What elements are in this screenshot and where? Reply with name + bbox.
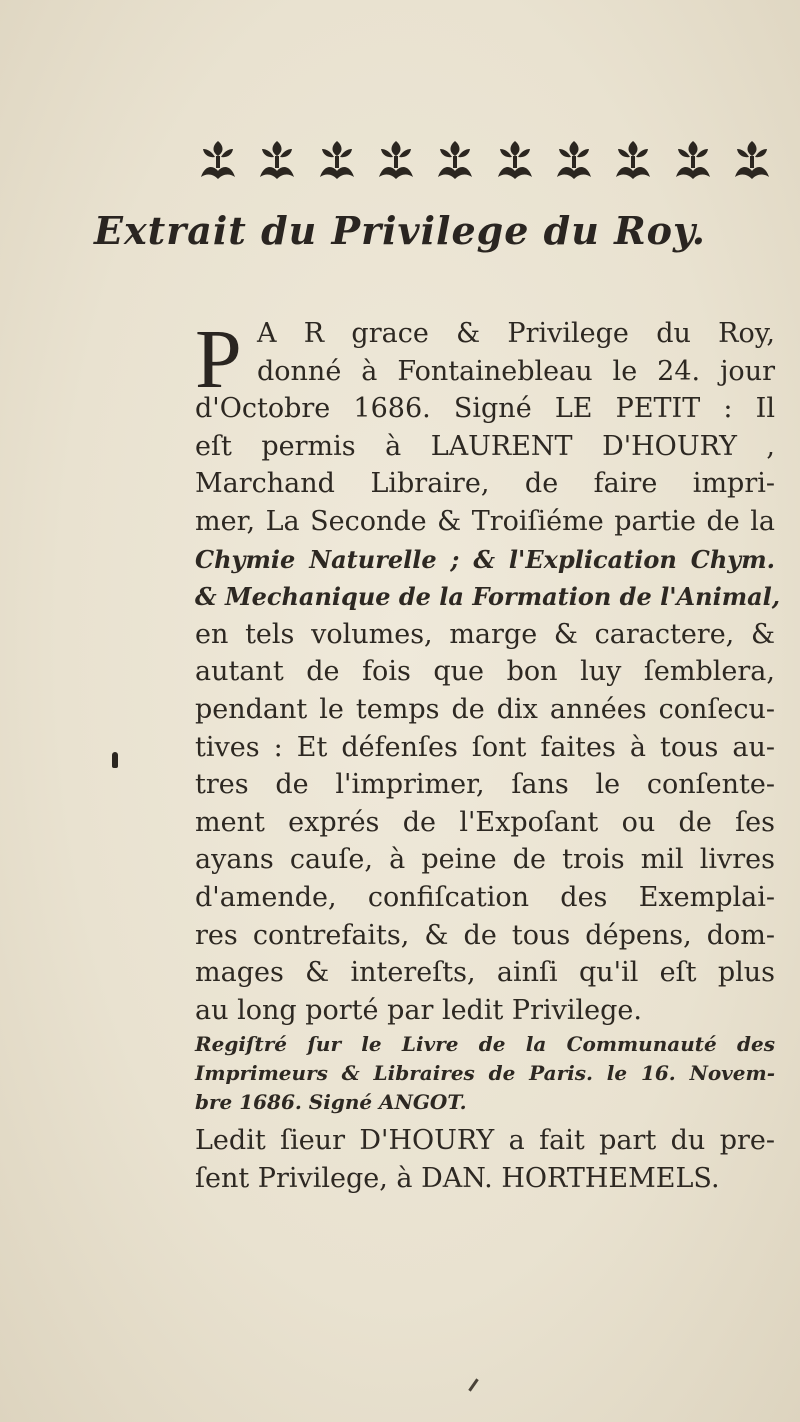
text-line: au long porté par ledit Privilege. [195, 994, 642, 1026]
ink-speck [468, 1378, 478, 1391]
text-line: pendant le temps de dix années conſecu- [195, 693, 775, 725]
fleuron-ornament-band [195, 128, 775, 183]
registration-line: bre 1686. Signé ANGOT. [195, 1090, 467, 1114]
text-line: d'amende, confiſcation des Exemplai- [195, 881, 775, 913]
text-line: donné à Fontainebleau le 24. jour [257, 355, 775, 387]
text-line: autant de fois que bon luy ſemblera, [195, 656, 775, 688]
text-line: A R grace & Privilege du Roy, [257, 318, 775, 349]
text-line: & Mechanique de la Formation de l'Animal, [195, 582, 781, 612]
text-line: Marchand Libraire, de faire impri- [195, 468, 775, 500]
page-title: Extrait du Privilege du Roy. [94, 208, 706, 253]
text-line: tres de l'imprimer, ſans le conſente- [195, 769, 775, 801]
fleuron-icon [670, 137, 716, 183]
closing-line: ſent Privilege, à DAN. HORTHEMELS. [195, 1162, 720, 1194]
ink-speck [112, 752, 118, 768]
fleuron-icon [610, 137, 656, 183]
closing-line: Ledit ſieur D'HOURY a fait part du pre- [195, 1125, 775, 1156]
text-line: d'Octobre 1686. Signé LE PETIT : Il [195, 393, 775, 425]
closing-paragraph [195, 1122, 775, 1197]
fleuron-icon [492, 137, 538, 183]
text-line: eſt permis à LAURENT D'HOURY , [195, 430, 775, 462]
fleuron-icon [432, 137, 478, 183]
fleuron-icon [195, 137, 241, 183]
fleuron-icon [551, 137, 597, 183]
text-line: mages & intereſts, ainſi qu'il eſt plus [195, 957, 775, 989]
text-line: ayans cauſe, à peine de trois mil livres [195, 844, 775, 876]
registration-line: Regiſtré ſur le Livre de la Communauté des [195, 1032, 775, 1056]
fleuron-icon [254, 137, 300, 183]
text-line: mer, La Seconde & Troiſiéme partie de la [195, 505, 775, 537]
fleuron-icon [373, 137, 419, 183]
registration-line: Imprimeurs & Libraires de Paris. le 16. Novem- [195, 1061, 775, 1085]
registration-note [195, 1030, 775, 1117]
text-line: Chymie Naturelle ; & l'Explication Chym. [195, 544, 775, 574]
drop-capital: P [195, 313, 242, 406]
text-line: ment exprés de l'Expoſant ou de ſes [195, 806, 775, 838]
text-line: res contrefaits, & de tous dépens, dom- [195, 919, 775, 951]
text-line: tives : Et défenſes ſont faites à tous au- [195, 731, 775, 763]
fleuron-icon [314, 137, 360, 183]
privilege-text [195, 315, 781, 1029]
fleuron-icon [729, 137, 775, 183]
text-line: en tels volumes, marge & caractere, & [195, 618, 775, 650]
